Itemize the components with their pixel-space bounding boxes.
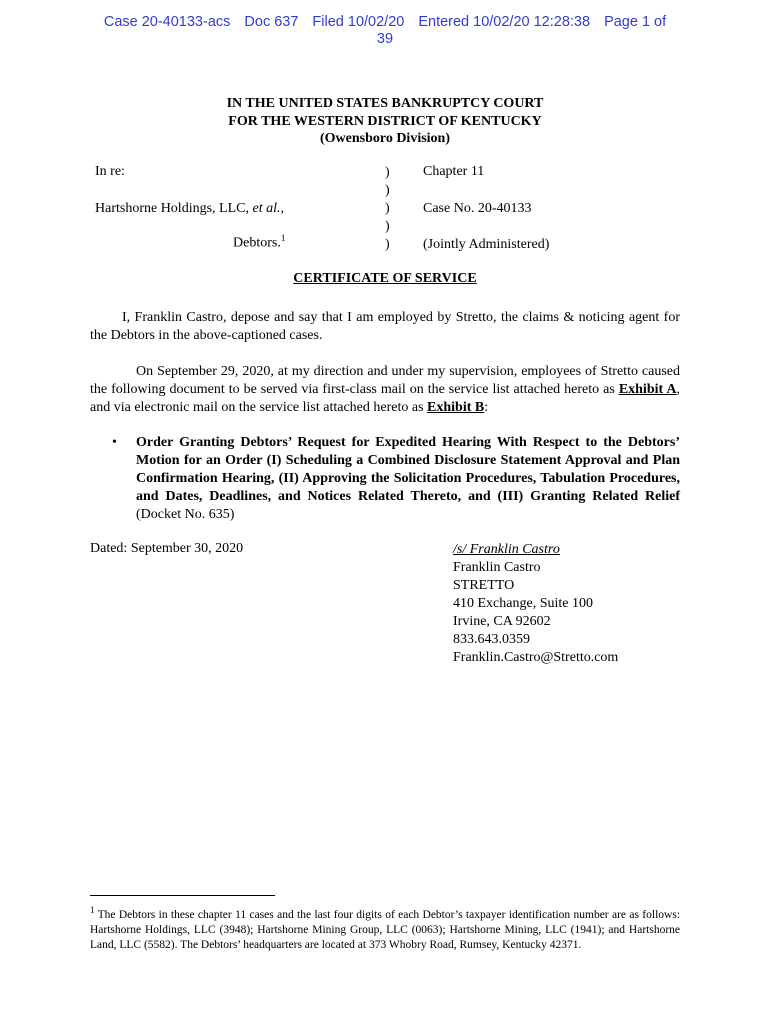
para2-text: On September 29, 2020, at my direction and under my supervision, employees of Stretto caused the following document to be served via first-class mail on the service list attached hereto as: [90, 364, 680, 397]
footnote-mark: 1: [90, 905, 95, 915]
court-division: (Owensboro Division): [319, 131, 451, 146]
paren: ): [385, 165, 390, 180]
doc-number: Doc 637: [244, 14, 299, 30]
debtors-text: Debtors.: [233, 235, 281, 251]
signer-phone: 833.643.0359: [453, 632, 530, 647]
signer-address-1: 410 Exchange, Suite 100: [453, 596, 593, 611]
entered-date: Entered 10/02/20 12:28:38: [418, 14, 591, 30]
signer-address-2: Irvine, CA 92602: [453, 614, 551, 629]
et-al: et al.,: [252, 201, 284, 216]
debtor-name: [95, 201, 284, 217]
signature-block: [453, 541, 618, 667]
paren: ): [385, 237, 390, 252]
case-no: Case No. 20-40133: [423, 201, 532, 216]
filed-date: Filed 10/02/20: [312, 14, 405, 30]
para2-end: :: [484, 400, 489, 415]
paren: ): [385, 201, 390, 216]
order-title: Order Granting Debtors’ Request for Expedited Hearing With Respect to the Debtors’ Motion for an Order (I) Scheduling a Combined Disclosure Statement Approval and Plan Confirmation Hearing, (II) Approving the Solicitation Procedures, Tabulation Procedures, and Dates, Deadlines, and Notices Related Thereto, and (III) Granting Related Relief: [136, 435, 680, 504]
debtors-label: [233, 233, 285, 252]
debtor-name-text: Hartshorne Holdings, LLC,: [95, 201, 249, 216]
court-heading: [0, 95, 770, 148]
document-title: CERTIFICATE OF SERVICE: [293, 271, 477, 286]
paragraph-1: I, Franklin Castro, depose and say that I am employed by Stretto, the claims & noticing agent for the Debtors in the above-captioned cases.: [90, 310, 680, 343]
served-document-title: [136, 434, 680, 524]
footnote: [90, 903, 680, 953]
paragraph-2: [90, 363, 680, 417]
footnote-divider: [90, 895, 275, 896]
para2-middle: , and via electronic mail on the service list attached hereto as: [90, 382, 680, 415]
footnote-ref: 1: [280, 233, 286, 243]
court-line-2: FOR THE WESTERN DISTRICT OF KENTUCKY: [228, 113, 542, 129]
paren: ): [385, 219, 390, 234]
chapter: Chapter 11: [423, 164, 485, 179]
paren: ): [385, 183, 390, 198]
signature-line: /s/ Franklin Castro: [453, 542, 560, 557]
signer-name: Franklin Castro: [453, 560, 541, 575]
signer-company: STRETTO: [453, 578, 515, 593]
exhibit-b: Exhibit B: [427, 400, 485, 415]
footnote-text: The Debtors in these chapter 11 cases and the last four digits of each Debtor’s taxpayer identification number are as follows: Hartshorne Holdings, LLC (3948); Hartshorne Mining Group, LLC (0063); Hartshorne Mining, LLC (1941); and Hartshorne Land, LLC (5582). The Debtors’ headquarters are located at 373 Whobry Road, Rumsey, Kentucky 42371.: [90, 908, 680, 951]
exhibit-a: Exhibit A: [618, 382, 677, 397]
bullet-icon: •: [112, 435, 117, 450]
docket-ref: (Docket No. 635): [136, 507, 235, 522]
signer-email: Franklin.Castro@Stretto.com: [453, 650, 619, 665]
jointly-administered: (Jointly Administered): [423, 237, 550, 252]
case-number: Case 20-40133-acs: [103, 14, 231, 30]
ecf-header: [0, 14, 770, 48]
court-line-1: IN THE UNITED STATES BANKRUPTCY COURT: [226, 96, 544, 111]
page-label: Page 1 of: [604, 14, 667, 30]
in-re-label: In re:: [95, 164, 125, 179]
dated-line: Dated: September 30, 2020: [90, 541, 244, 556]
page-total: 39: [376, 31, 394, 47]
